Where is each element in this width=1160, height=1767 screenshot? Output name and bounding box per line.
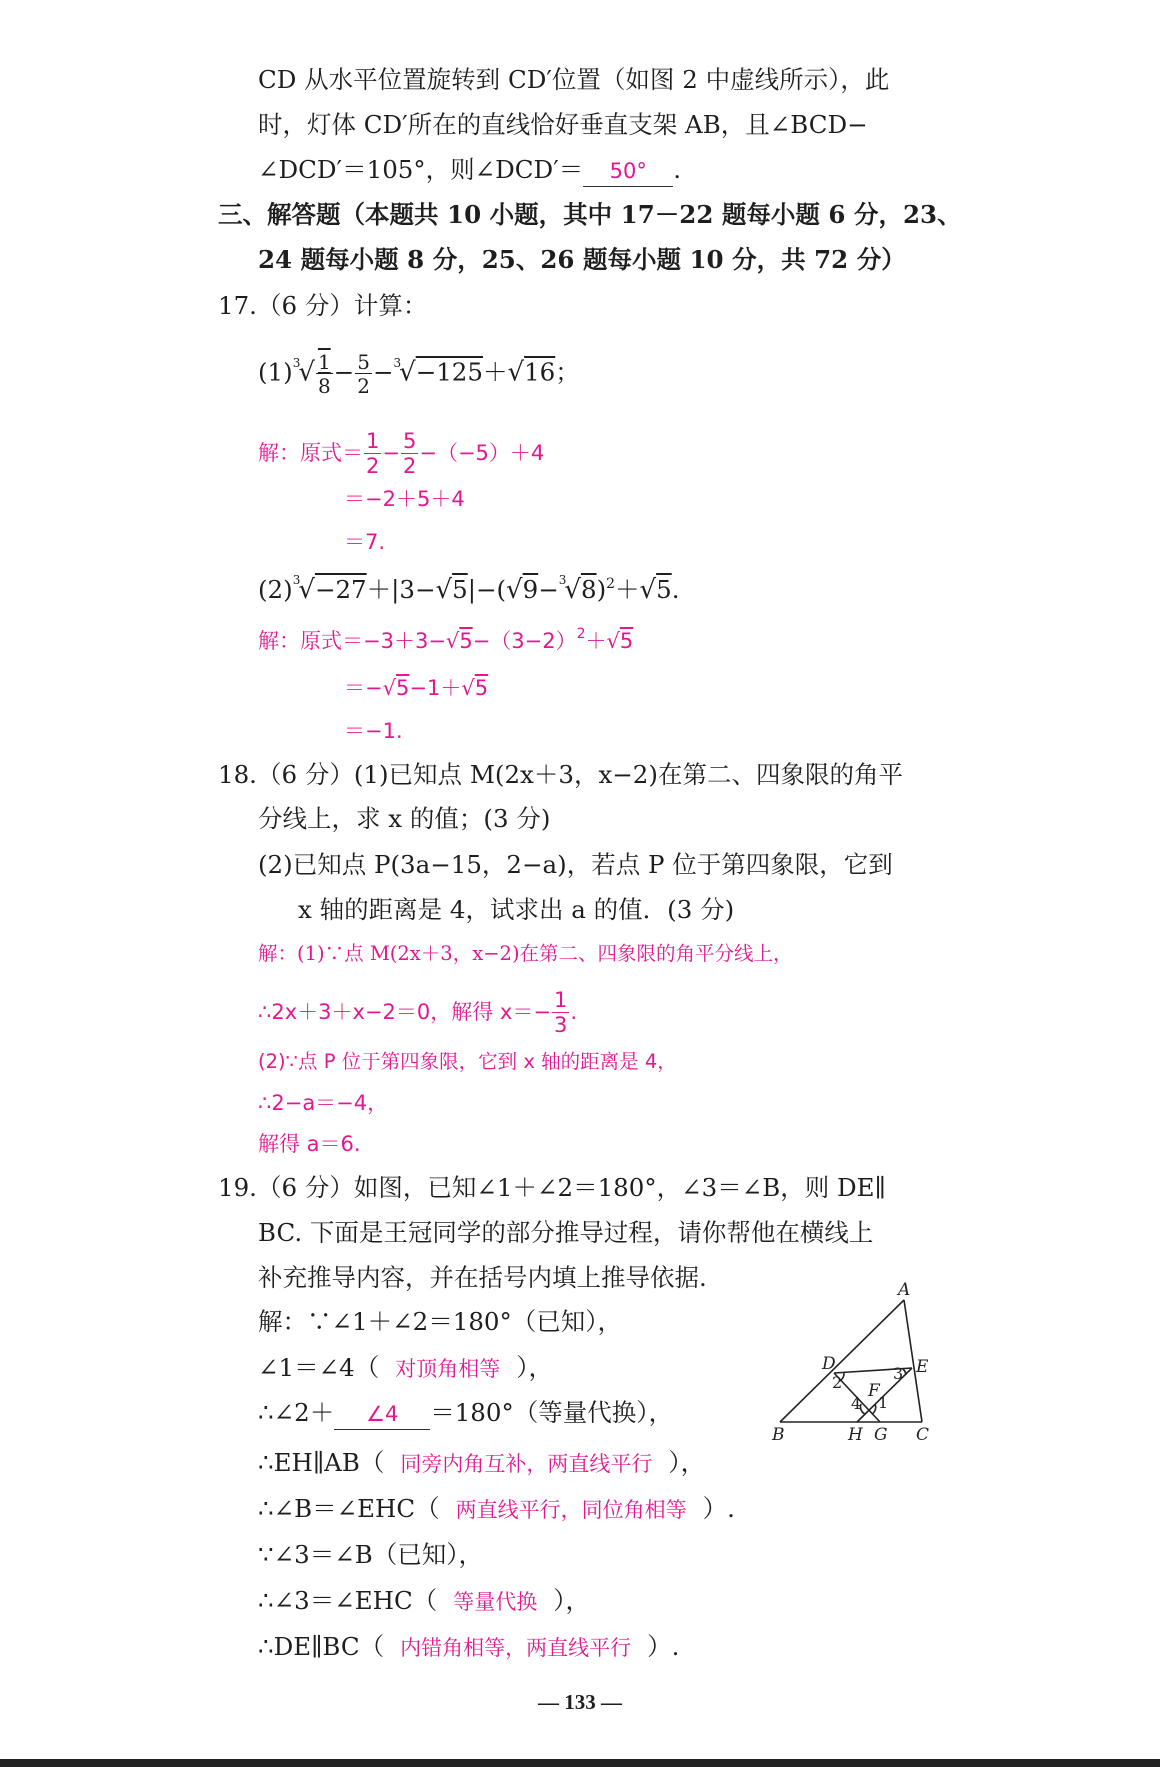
q19-step8: ∴DE∥BC（ 内错角相等，两直线平行 ）. xyxy=(258,1632,680,1661)
label-angle-1: 1 xyxy=(878,1393,889,1412)
triangle-figure xyxy=(770,1280,940,1445)
q19-step6: ∵∠3＝∠B（已知）， xyxy=(258,1540,483,1569)
section3-line1: 三、解答题（本题共 10 小题，其中 17－22 题每小题 6 分，23、 xyxy=(218,200,962,229)
section3-line2: 24 题每小题 8 分，25、26 题每小题 10 分，共 72 分） xyxy=(258,245,906,274)
q18-line2: 分线上，求 x 的值；(3 分) xyxy=(258,804,551,833)
q19-line2: BC. 下面是王冠同学的部分推导过程，请你帮他在横线上 xyxy=(258,1218,874,1247)
angle-arc-3 xyxy=(903,1369,906,1375)
q19-line1: 19.（6 分）如图，已知∠1＋∠2＝180°，∠3＝∠B，则 DE∥ xyxy=(218,1173,886,1202)
q18-line3: (2)已知点 P(3a−15，2−a)，若点 P 位于第四象限，它到 xyxy=(258,850,893,879)
page-number: — 133 — xyxy=(538,1690,622,1714)
label-angle-3: 3 xyxy=(893,1364,904,1383)
q18-solution-line1: 解：(1)∵点 M(2x＋3，x−2)在第二、四象限的角平分线上， xyxy=(258,942,793,965)
q19-step3: ∴∠2＋ ∠4 ＝180°（等量代换）， xyxy=(258,1398,673,1430)
q16-line1: CD 从水平位置旋转到 CD′位置（如图 2 中虚线所示），此 xyxy=(258,65,890,94)
q17-solution2-line2: ＝−√5−1＋√5 xyxy=(344,676,489,700)
label-a: A xyxy=(898,1280,911,1300)
q19-step7-answer: 等量代换 xyxy=(453,1590,538,1614)
label-c: C xyxy=(916,1425,930,1445)
q16-answer: 50° xyxy=(583,156,673,187)
q17-solution1-line2: ＝−2＋5＋4 xyxy=(344,487,465,511)
label-h: H xyxy=(848,1425,863,1445)
q17-heading: 17.（6 分）计算： xyxy=(218,291,428,320)
q19-step3-answer: ∠4 xyxy=(334,1399,430,1430)
label-angle-2: 2 xyxy=(832,1373,843,1392)
q17-solution1-line3: ＝7. xyxy=(344,530,386,554)
q18-solution-line3: (2)∵点 P 位于第四象限，它到 x 轴的距离是 4， xyxy=(258,1050,677,1073)
label-d: D xyxy=(822,1354,836,1374)
q19-step2-answer: 对顶角相等 xyxy=(395,1357,501,1381)
q17-solution2-line1: 解：原式$=-3+3-√5-(3-2)^2+√5$ xyxy=(258,626,634,653)
q17-part1-expression: $(1)^3√$ $\frac{1}{8}$ − $\frac{5}{2}$ −$^3$√−125＋√16； xyxy=(258,350,580,398)
q19-step1: 解：∵∠1＋∠2＝180°（已知）， xyxy=(258,1307,622,1336)
label-angle-4: 4 xyxy=(851,1394,862,1413)
label-b: B xyxy=(772,1425,785,1445)
q18-line1: 18.（6 分）(1)已知点 M(2x＋3，x−2)在第二、四象限的角平 xyxy=(218,760,903,789)
q19-step5-answer: 两直线平行，同位角相等 xyxy=(455,1498,687,1522)
q17-solution1-line1: 解：原式＝ $\frac{1}{2}$ − $\frac{5}{2}$ −（−5）＋4 xyxy=(258,429,545,478)
q19-step5: ∴∠B＝∠EHC（ 两直线平行，同位角相等 ）. xyxy=(258,1494,735,1523)
q17-part2-expression: $(2)^3√-27+|3-√5|-(√9-^3√8)^2+√5$. xyxy=(258,573,680,605)
q19-step2: ∠1＝∠4（ 对顶角相等 ）， xyxy=(258,1353,553,1382)
q18-solution-line5: 解得 a＝6. xyxy=(258,1132,361,1156)
label-g: G xyxy=(874,1425,888,1445)
q18-line4: x 轴的距离是 4，试求出 a 的值．(3 分) xyxy=(298,895,735,924)
q17-solution2-line3: ＝−1. xyxy=(344,719,403,743)
q18-solution-line4: ∴2−a＝−4， xyxy=(258,1091,389,1115)
q19-step4: ∴EH∥AB（ 同旁内角互补，两直线平行 ）， xyxy=(258,1448,706,1477)
q19-line3: 补充推导内容，并在括号内填上推导依据. xyxy=(258,1263,707,1292)
q18-solution-line2: ∴2x＋3＋x−2＝0，解得 x＝− $\frac{1}{3}$ . xyxy=(258,988,578,1037)
q16-line2: 时，灯体 CD′所在的直线恰好垂直支架 AB，且∠BCD− xyxy=(258,110,868,139)
q19-step4-answer: 同旁内角互补，两直线平行 xyxy=(400,1452,653,1476)
label-e: E xyxy=(916,1357,929,1377)
q19-step7: ∴∠3＝∠EHC（ 等量代换 ）， xyxy=(258,1586,590,1615)
label-f: F xyxy=(868,1381,880,1401)
q16-line3: ∠DCD′＝105°，则∠DCD′＝ 50° . xyxy=(258,155,681,187)
bottom-bar xyxy=(0,1759,1160,1767)
q19-step8-answer: 内错角相等，两直线平行 xyxy=(400,1636,632,1660)
